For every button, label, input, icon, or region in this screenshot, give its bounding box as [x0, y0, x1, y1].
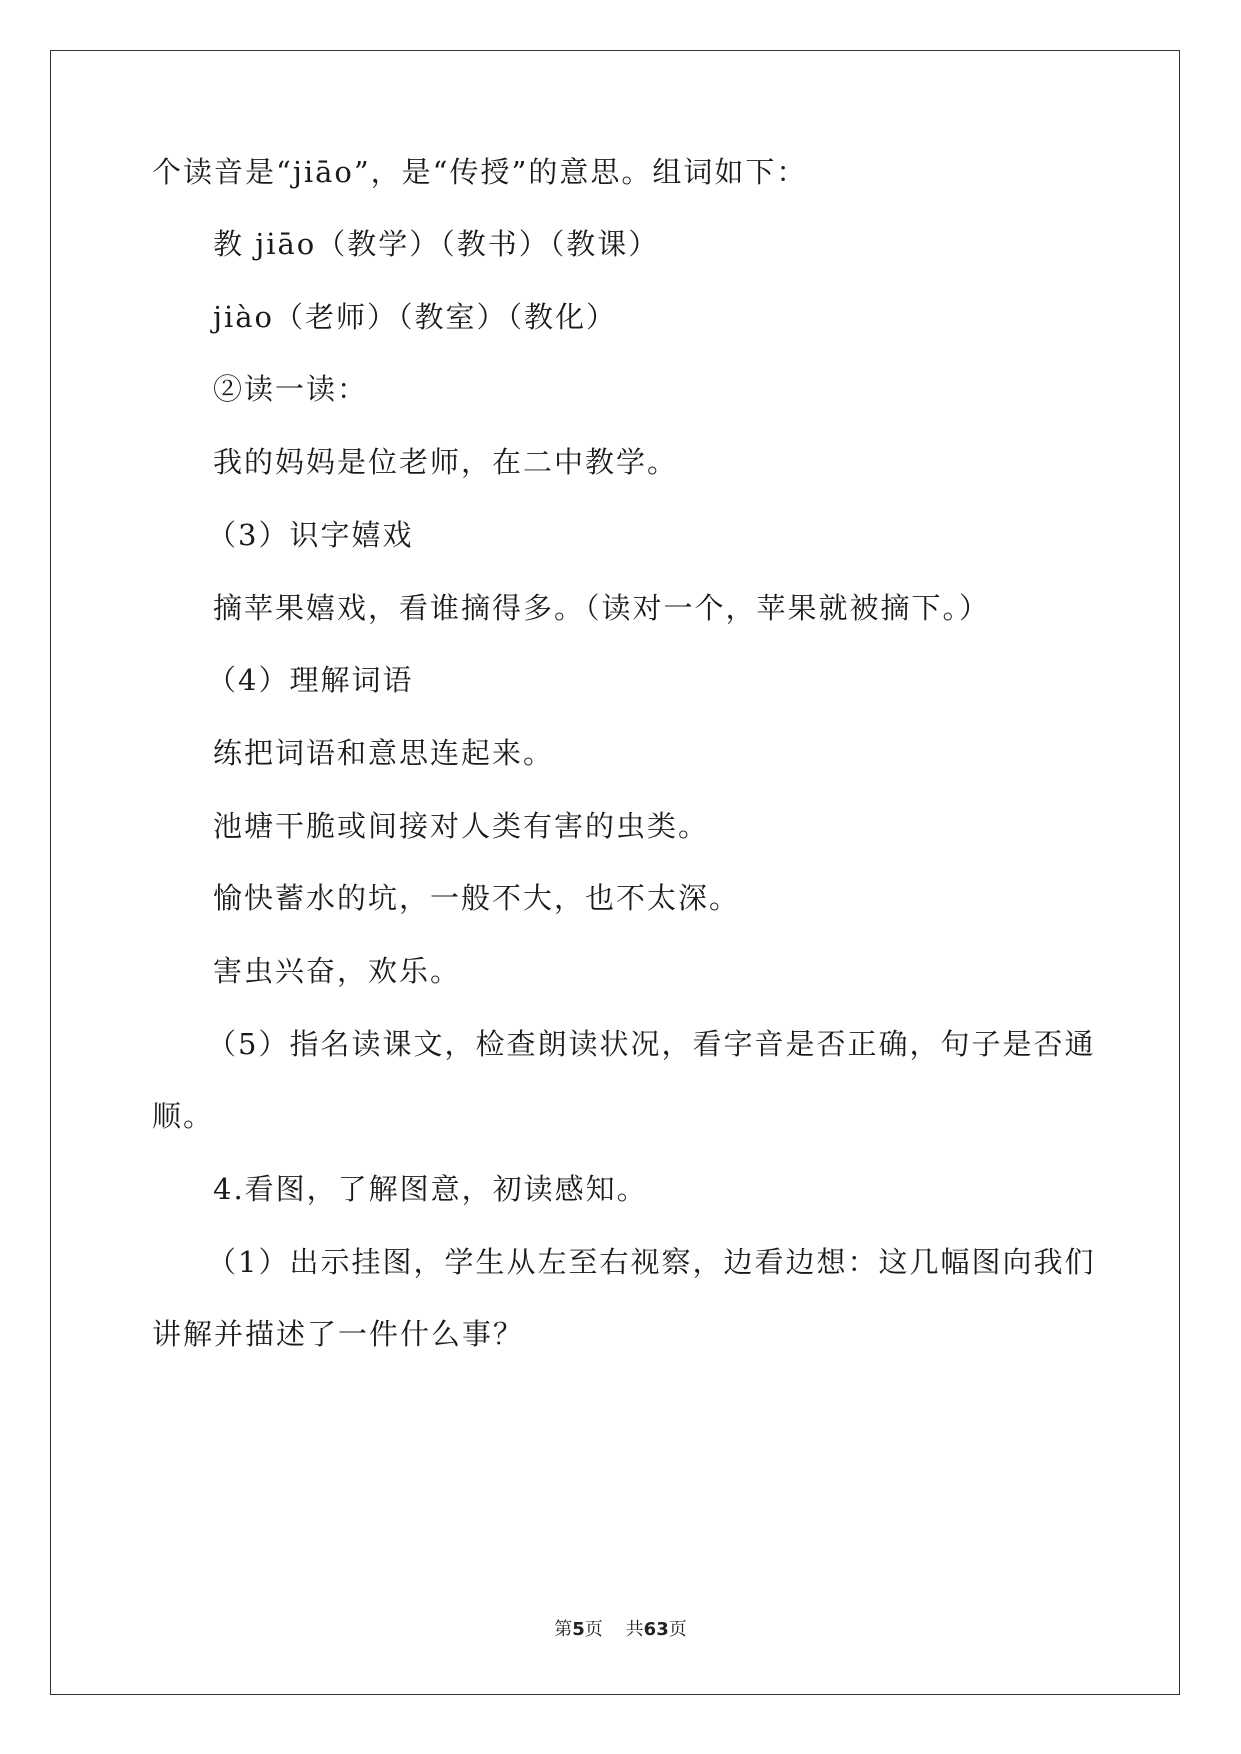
text-line-13: （5）指名读课文，检查朗读状况，看字音是否正确，句子是否通	[207, 1027, 1096, 1061]
text-line-16: （1）出示挂图，学生从左至右视察，边看边想：这几幅图向我们	[207, 1245, 1096, 1279]
text-line-1: 个读音是“jiāo”，是“传授”的意思。组词如下：	[152, 155, 808, 189]
text-line-11: 愉快蓄水的坑，一般不大，也不太深。	[213, 881, 741, 915]
text-line-4: ②读一读：	[213, 372, 369, 406]
total-pages: 63	[643, 1619, 669, 1640]
page-number: 5	[572, 1619, 585, 1640]
text-line-8: （4）理解词语	[207, 663, 414, 697]
page-label-prefix: 第	[554, 1619, 573, 1640]
text-line-9: 练把词语和意思连起来。	[213, 736, 555, 770]
page-footer	[0, 1615, 1241, 1641]
page-label-suffix: 页	[584, 1619, 603, 1640]
text-line-3: jiào（老师）（教室）（教化）	[213, 300, 618, 334]
text-line-2: 教 jiāo（教学）（教书）（教课）	[213, 227, 660, 261]
text-line-10: 池塘干脆或间接对人类有害的虫类。	[213, 809, 710, 843]
text-line-12: 害虫兴奋，欢乐。	[213, 954, 462, 988]
text-line-7: 摘苹果嬉戏，看谁摘得多。（读对一个，苹果就被摘下。）	[213, 591, 991, 625]
text-line-17: 讲解并描述了一件什么事？	[152, 1317, 525, 1351]
total-label-prefix: 共	[625, 1619, 644, 1640]
text-line-15: 4.看图，了解图意，初读感知。	[213, 1172, 648, 1206]
text-line-14: 顺。	[152, 1099, 215, 1133]
text-line-6: （3）识字嬉戏	[207, 518, 414, 552]
total-label-suffix: 页	[668, 1619, 687, 1640]
text-line-5: 我的妈妈是位老师，在二中教学。	[213, 445, 679, 479]
